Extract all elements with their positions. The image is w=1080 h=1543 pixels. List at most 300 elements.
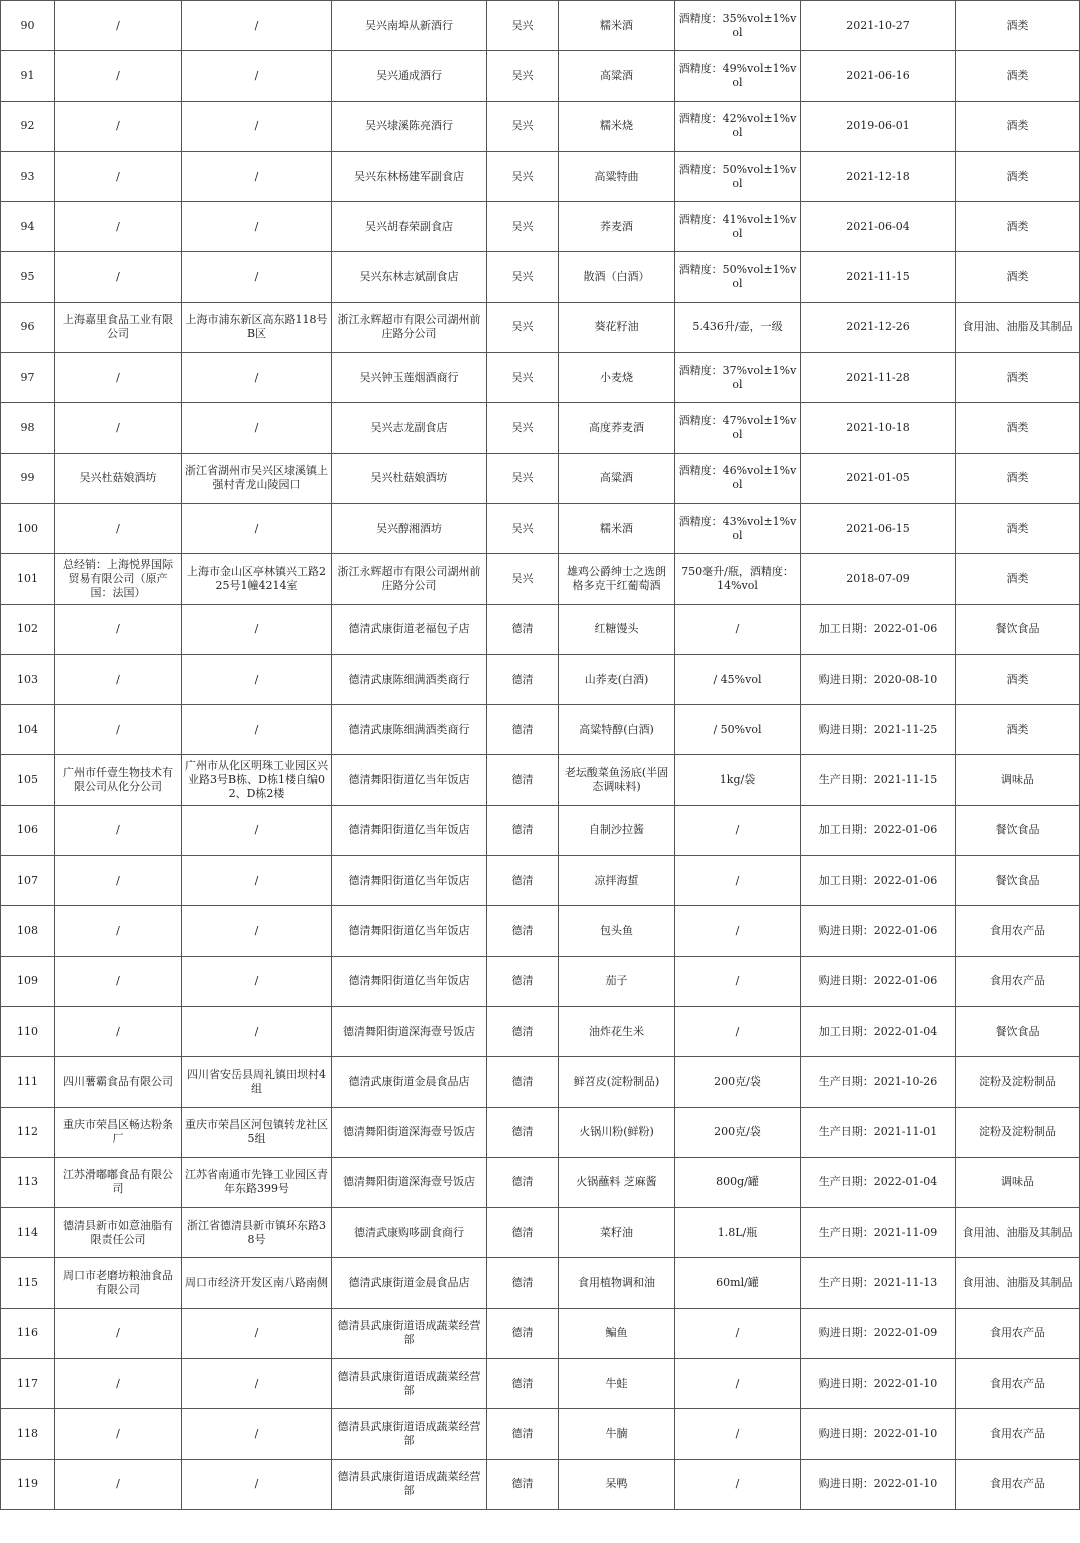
producer-cell: / [55,604,182,654]
date-cell: 生产日期：2021-10-26 [801,1057,956,1107]
table-row [1,1459,1080,1509]
row-number-cell: 116 [1,1308,55,1358]
producer-address-cell: 江苏省南通市先锋工业园区青年东路399号 [182,1157,332,1207]
producer-address-cell: / [182,1359,332,1409]
region-cell: 德清 [487,1258,559,1308]
producer-cell: / [55,1,182,51]
row-number-cell: 97 [1,353,55,403]
producer-cell: 总经销：上海悦界国际贸易有限公司（原产国：法国） [55,554,182,604]
row-number-cell: 105 [1,755,55,805]
sampled-unit-cell: 德清武康街道金晨食品店 [332,1258,487,1308]
category-cell: 食用农产品 [956,1459,1080,1509]
product-name-cell: 食用植物调和油 [559,1258,675,1308]
date-cell: 生产日期：2021-11-01 [801,1107,956,1157]
category-cell: 食用油、油脂及其制品 [956,302,1080,352]
producer-address-cell: 周口市经济开发区南八路南侧 [182,1258,332,1308]
spec-cell: 酒精度：50%vol±1%vol [675,252,801,302]
product-name-cell: 糯米酒 [559,1,675,51]
sampled-unit-cell: 吴兴醇湘酒坊 [332,503,487,553]
spec-cell: / [675,1459,801,1509]
sampled-unit-cell: 德清武康街道老福包子店 [332,604,487,654]
spec-cell: 750毫升/瓶，酒精度：14%vol [675,554,801,604]
row-number-cell: 118 [1,1409,55,1459]
spec-cell: 5.436升/壶，一级 [675,302,801,352]
product-name-cell: 凉拌海蜇 [559,856,675,906]
producer-cell: / [55,956,182,1006]
table-row [1,1409,1080,1459]
sampled-unit-cell: 德清武康陈细满酒类商行 [332,705,487,755]
spec-cell: 酒精度：49%vol±1%vol [675,51,801,101]
spec-cell: / [675,956,801,1006]
row-number-cell: 95 [1,252,55,302]
spec-cell: / 50%vol [675,705,801,755]
region-cell: 吴兴 [487,252,559,302]
spec-cell: / [675,1308,801,1358]
producer-address-cell: 上海市金山区亭林镇兴工路225号1幢4214室 [182,554,332,604]
producer-cell: / [55,1459,182,1509]
region-cell: 德清 [487,654,559,704]
sampled-unit-cell: 德清舞阳街道亿当年饭店 [332,956,487,1006]
producer-address-cell: / [182,252,332,302]
region-cell: 吴兴 [487,503,559,553]
row-number-cell: 111 [1,1057,55,1107]
producer-cell: 四川薯霸食品有限公司 [55,1057,182,1107]
producer-address-cell: 浙江省湖州市吴兴区埭溪镇上强村青龙山陵园口 [182,453,332,503]
region-cell: 德清 [487,604,559,654]
table-row [1,1157,1080,1207]
sampled-unit-cell: 德清武康街道金晨食品店 [332,1057,487,1107]
date-cell: 2021-12-18 [801,151,956,201]
spec-cell: / [675,906,801,956]
producer-cell: / [55,503,182,553]
sampled-unit-cell: 德清县武康街道语成蔬菜经营部 [332,1459,487,1509]
table-row [1,805,1080,855]
region-cell: 德清 [487,755,559,805]
region-cell: 德清 [487,1157,559,1207]
table-row [1,1006,1080,1056]
producer-cell: 周口市老磨坊粮油食品有限公司 [55,1258,182,1308]
sampled-unit-cell: 德清武康购哆副食商行 [332,1208,487,1258]
row-number-cell: 109 [1,956,55,1006]
sampled-unit-cell: 德清舞阳街道深海壹号饭店 [332,1107,487,1157]
row-number-cell: 112 [1,1107,55,1157]
sampled-unit-cell: 德清舞阳街道亿当年饭店 [332,755,487,805]
date-cell: 生产日期：2022-01-04 [801,1157,956,1207]
product-name-cell: 鲜苕皮(淀粉制品) [559,1057,675,1107]
date-cell: 加工日期：2022-01-06 [801,805,956,855]
region-cell: 德清 [487,1359,559,1409]
product-name-cell: 糯米酒 [559,503,675,553]
date-cell: 购进日期：2022-01-06 [801,956,956,1006]
product-name-cell: 红糖馒头 [559,604,675,654]
spec-cell: 酒精度：50%vol±1%vol [675,151,801,201]
spec-cell: / [675,1409,801,1459]
row-number-cell: 90 [1,1,55,51]
spec-cell: 200克/袋 [675,1057,801,1107]
spec-cell: 60ml/罐 [675,1258,801,1308]
product-name-cell: 糯米烧 [559,101,675,151]
row-number-cell: 119 [1,1459,55,1509]
producer-cell: / [55,805,182,855]
region-cell: 德清 [487,1006,559,1056]
producer-cell: / [55,202,182,252]
spec-cell: / [675,856,801,906]
region-cell: 德清 [487,906,559,956]
date-cell: 2021-12-26 [801,302,956,352]
date-cell: 生产日期：2021-11-09 [801,1208,956,1258]
region-cell: 德清 [487,1308,559,1358]
category-cell: 餐饮食品 [956,604,1080,654]
row-number-cell: 103 [1,654,55,704]
category-cell: 淀粉及淀粉制品 [956,1107,1080,1157]
date-cell: 2021-11-15 [801,252,956,302]
table-body [1,1,1080,1510]
sampled-unit-cell: 德清舞阳街道深海壹号饭店 [332,1006,487,1056]
table-row [1,101,1080,151]
category-cell: 酒类 [956,51,1080,101]
product-name-cell: 高粱特醇(白酒) [559,705,675,755]
row-number-cell: 113 [1,1157,55,1207]
spec-cell: / [675,1359,801,1409]
sampled-unit-cell: 德清武康陈细满酒类商行 [332,654,487,704]
spec-cell: 1kg/袋 [675,755,801,805]
row-number-cell: 108 [1,906,55,956]
table-row [1,755,1080,805]
producer-address-cell: / [182,353,332,403]
sampled-unit-cell: 德清县武康街道语成蔬菜经营部 [332,1308,487,1358]
sampled-unit-cell: 德清舞阳街道亿当年饭店 [332,856,487,906]
product-name-cell: 高粱酒 [559,51,675,101]
sampled-unit-cell: 德清舞阳街道亿当年饭店 [332,906,487,956]
region-cell: 吴兴 [487,554,559,604]
category-cell: 餐饮食品 [956,856,1080,906]
category-cell: 食用农产品 [956,1409,1080,1459]
category-cell: 调味品 [956,1157,1080,1207]
producer-address-cell: 浙江省德清县新市镇环东路38号 [182,1208,332,1258]
sampled-unit-cell: 德清县武康街道语成蔬菜经营部 [332,1409,487,1459]
sampled-unit-cell: 德清舞阳街道亿当年饭店 [332,805,487,855]
sampled-unit-cell: 吴兴埭溪陈亮酒行 [332,101,487,151]
producer-address-cell: / [182,856,332,906]
category-cell: 酒类 [956,403,1080,453]
date-cell: 购进日期：2022-01-10 [801,1409,956,1459]
table-row [1,302,1080,352]
row-number-cell: 101 [1,554,55,604]
sampled-unit-cell: 吴兴志龙副食店 [332,403,487,453]
date-cell: 2019-06-01 [801,101,956,151]
date-cell: 购进日期：2022-01-10 [801,1459,956,1509]
region-cell: 德清 [487,705,559,755]
product-name-cell: 火锅蘸料 芝麻酱 [559,1157,675,1207]
producer-address-cell: / [182,202,332,252]
producer-cell: / [55,906,182,956]
date-cell: 购进日期：2022-01-09 [801,1308,956,1358]
spec-cell: 酒精度：43%vol±1%vol [675,503,801,553]
producer-address-cell: / [182,1459,332,1509]
sampled-unit-cell: 吴兴东林杨建军副食店 [332,151,487,201]
row-number-cell: 114 [1,1208,55,1258]
producer-address-cell: / [182,503,332,553]
producer-address-cell: 重庆市荣昌区河包镇转龙社区5组 [182,1107,332,1157]
spec-cell: 1.8L/瓶 [675,1208,801,1258]
producer-address-cell: / [182,1409,332,1459]
table-row [1,705,1080,755]
category-cell: 调味品 [956,755,1080,805]
row-number-cell: 110 [1,1006,55,1056]
date-cell: 购进日期：2021-11-25 [801,705,956,755]
row-number-cell: 98 [1,403,55,453]
spec-cell: 酒精度：35%vol±1%vol [675,1,801,51]
producer-cell: / [55,856,182,906]
row-number-cell: 115 [1,1258,55,1308]
date-cell: 生产日期：2021-11-15 [801,755,956,805]
category-cell: 餐饮食品 [956,805,1080,855]
row-number-cell: 106 [1,805,55,855]
table-row [1,654,1080,704]
date-cell: 购进日期：2020-08-10 [801,654,956,704]
category-cell: 酒类 [956,554,1080,604]
product-name-cell: 油炸花生米 [559,1006,675,1056]
category-cell: 酒类 [956,453,1080,503]
sampled-unit-cell: 浙江永辉超市有限公司湖州前庄路分公司 [332,302,487,352]
region-cell: 吴兴 [487,101,559,151]
table-row [1,604,1080,654]
producer-cell: 吴兴杜菇娘酒坊 [55,453,182,503]
producer-address-cell: / [182,604,332,654]
product-name-cell: 火锅川粉(鲜粉) [559,1107,675,1157]
row-number-cell: 94 [1,202,55,252]
category-cell: 酒类 [956,101,1080,151]
producer-cell: 德清县新市如意油脂有限责任公司 [55,1208,182,1258]
product-name-cell: 呆鸭 [559,1459,675,1509]
region-cell: 吴兴 [487,403,559,453]
date-cell: 2021-11-28 [801,353,956,403]
table-row [1,856,1080,906]
category-cell: 酒类 [956,654,1080,704]
producer-address-cell: / [182,705,332,755]
spec-cell: 酒精度：41%vol±1%vol [675,202,801,252]
category-cell: 食用农产品 [956,956,1080,1006]
region-cell: 德清 [487,1459,559,1509]
date-cell: 加工日期：2022-01-06 [801,604,956,654]
producer-cell: / [55,1409,182,1459]
date-cell: 2021-06-16 [801,51,956,101]
producer-address-cell: / [182,1006,332,1056]
product-name-cell: 山荞麦(白酒) [559,654,675,704]
date-cell: 购进日期：2022-01-06 [801,906,956,956]
producer-cell: 重庆市荣昌区畅达粉条厂 [55,1107,182,1157]
category-cell: 餐饮食品 [956,1006,1080,1056]
spec-cell: 酒精度：46%vol±1%vol [675,453,801,503]
date-cell: 加工日期：2022-01-04 [801,1006,956,1056]
region-cell: 吴兴 [487,202,559,252]
region-cell: 吴兴 [487,151,559,201]
producer-cell: / [55,151,182,201]
category-cell: 酒类 [956,252,1080,302]
spec-cell: 200克/袋 [675,1107,801,1157]
region-cell: 德清 [487,956,559,1006]
product-name-cell: 包头鱼 [559,906,675,956]
product-name-cell: 荞麦酒 [559,202,675,252]
row-number-cell: 93 [1,151,55,201]
row-number-cell: 92 [1,101,55,151]
spec-cell: / [675,604,801,654]
region-cell: 吴兴 [487,453,559,503]
product-name-cell: 牛腩 [559,1409,675,1459]
producer-address-cell: / [182,1,332,51]
product-name-cell: 葵花籽油 [559,302,675,352]
region-cell: 吴兴 [487,302,559,352]
producer-address-cell: / [182,51,332,101]
date-cell: 2021-01-05 [801,453,956,503]
date-cell: 2021-10-18 [801,403,956,453]
table-row [1,353,1080,403]
table-row [1,1258,1080,1308]
product-name-cell: 老坛酸菜鱼汤底(半固态调味料) [559,755,675,805]
category-cell: 酒类 [956,151,1080,201]
producer-address-cell: / [182,101,332,151]
spec-cell: / 45%vol [675,654,801,704]
region-cell: 德清 [487,856,559,906]
category-cell: 食用农产品 [956,906,1080,956]
sampled-unit-cell: 吴兴胡春荣副食店 [332,202,487,252]
date-cell: 购进日期：2022-01-10 [801,1359,956,1409]
category-cell: 食用农产品 [956,1308,1080,1358]
producer-address-cell: / [182,805,332,855]
producer-cell: 江苏滑嘟嘟食品有限公司 [55,1157,182,1207]
table-row [1,1057,1080,1107]
date-cell: 2021-06-04 [801,202,956,252]
spec-cell: 酒精度：37%vol±1%vol [675,353,801,403]
sampled-unit-cell: 吴兴杜菇娘酒坊 [332,453,487,503]
producer-cell: / [55,1308,182,1358]
producer-address-cell: / [182,906,332,956]
table-row [1,202,1080,252]
table-row [1,554,1080,604]
category-cell: 酒类 [956,503,1080,553]
product-name-cell: 高度荞麦酒 [559,403,675,453]
table-row [1,503,1080,553]
producer-cell: / [55,705,182,755]
date-cell: 加工日期：2022-01-06 [801,856,956,906]
spec-cell: 酒精度：42%vol±1%vol [675,101,801,151]
region-cell: 吴兴 [487,1,559,51]
region-cell: 德清 [487,1107,559,1157]
product-name-cell: 茄子 [559,956,675,1006]
producer-cell: 上海嘉里食品工业有限公司 [55,302,182,352]
region-cell: 吴兴 [487,353,559,403]
producer-address-cell: / [182,956,332,1006]
producer-cell: / [55,353,182,403]
producer-cell: / [55,1359,182,1409]
table-row [1,1107,1080,1157]
region-cell: 德清 [487,805,559,855]
producer-address-cell: / [182,1308,332,1358]
row-number-cell: 96 [1,302,55,352]
spec-cell: 800g/罐 [675,1157,801,1207]
date-cell: 2018-07-09 [801,554,956,604]
product-name-cell: 高粱特曲 [559,151,675,201]
product-name-cell: 菜籽油 [559,1208,675,1258]
product-name-cell: 高粱酒 [559,453,675,503]
row-number-cell: 102 [1,604,55,654]
producer-cell: / [55,252,182,302]
producer-address-cell: 上海市浦东新区高东路118号B区 [182,302,332,352]
table-row [1,906,1080,956]
sampled-unit-cell: 德清县武康街道语成蔬菜经营部 [332,1359,487,1409]
region-cell: 德清 [487,1208,559,1258]
sampled-unit-cell: 德清舞阳街道深海壹号饭店 [332,1157,487,1207]
table-row [1,252,1080,302]
row-number-cell: 99 [1,453,55,503]
spec-cell: / [675,805,801,855]
category-cell: 淀粉及淀粉制品 [956,1057,1080,1107]
row-number-cell: 91 [1,51,55,101]
region-cell: 德清 [487,1057,559,1107]
table-row [1,453,1080,503]
date-cell: 2021-10-27 [801,1,956,51]
producer-address-cell: / [182,403,332,453]
date-cell: 2021-06-15 [801,503,956,553]
row-number-cell: 104 [1,705,55,755]
category-cell: 食用油、油脂及其制品 [956,1208,1080,1258]
table-row [1,1,1080,51]
producer-address-cell: / [182,654,332,704]
category-cell: 酒类 [956,1,1080,51]
category-cell: 食用农产品 [956,1359,1080,1409]
category-cell: 酒类 [956,202,1080,252]
product-name-cell: 小麦烧 [559,353,675,403]
producer-cell: / [55,1006,182,1056]
producer-cell: / [55,403,182,453]
product-name-cell: 雄鸡公爵绅士之选朗格多克干红葡萄酒 [559,554,675,604]
sampled-unit-cell: 吴兴东林志斌副食店 [332,252,487,302]
category-cell: 酒类 [956,705,1080,755]
spec-cell: 酒精度：47%vol±1%vol [675,403,801,453]
producer-cell: / [55,101,182,151]
producer-cell: 广州市仟壹生物技术有限公司从化分公司 [55,755,182,805]
row-number-cell: 107 [1,856,55,906]
category-cell: 酒类 [956,353,1080,403]
row-number-cell: 100 [1,503,55,553]
product-name-cell: 鳊鱼 [559,1308,675,1358]
table-row [1,1308,1080,1358]
sampled-unit-cell: 浙江永辉超市有限公司湖州前庄路分公司 [332,554,487,604]
date-cell: 生产日期：2021-11-13 [801,1258,956,1308]
producer-cell: / [55,654,182,704]
region-cell: 德清 [487,1409,559,1459]
category-cell: 食用油、油脂及其制品 [956,1258,1080,1308]
producer-address-cell: 四川省安岳县周礼镇田坝村4组 [182,1057,332,1107]
table-row [1,51,1080,101]
spec-cell: / [675,1006,801,1056]
table-row [1,1359,1080,1409]
product-name-cell: 牛蛙 [559,1359,675,1409]
producer-address-cell: 广州市从化区明珠工业园区兴业路3号B栋、D栋1楼自编02、D栋2楼 [182,755,332,805]
sampled-unit-cell: 吴兴南埠从新酒行 [332,1,487,51]
row-number-cell: 117 [1,1359,55,1409]
table-row [1,403,1080,453]
producer-address-cell: / [182,151,332,201]
producer-cell: / [55,51,182,101]
table-row [1,956,1080,1006]
product-name-cell: 自制沙拉酱 [559,805,675,855]
sampled-unit-cell: 吴兴通成酒行 [332,51,487,101]
product-name-cell: 散酒（白酒） [559,252,675,302]
sampled-unit-cell: 吴兴钟玉莲烟酒商行 [332,353,487,403]
region-cell: 吴兴 [487,51,559,101]
table-row [1,1208,1080,1258]
